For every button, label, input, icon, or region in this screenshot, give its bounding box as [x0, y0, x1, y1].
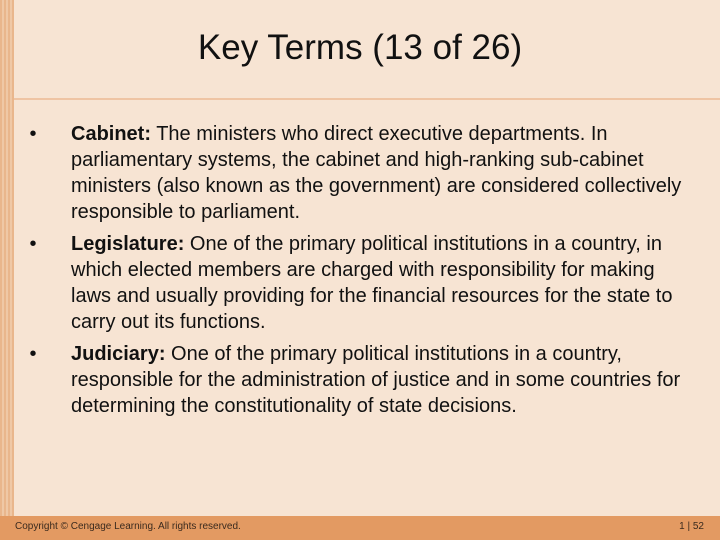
- page-number: 1 | 52: [679, 521, 704, 532]
- bullet-item-judiciary: [27, 341, 687, 419]
- footer-bar: [0, 516, 720, 540]
- slide-title: Key Terms (13 of 26): [197, 28, 523, 67]
- bullet-item-cabinet: [27, 121, 687, 225]
- bullet-icon: •: [29, 123, 37, 145]
- term-label: Cabinet:: [71, 123, 151, 145]
- copyright-notice: Copyright © Cengage Learning. All rights reserved.: [15, 521, 241, 532]
- term-definition: One of the primary political institutions in a country, in which elected members are charged with responsibility for making laws and usually providing for the financial resources for the state to carry out its functions.: [71, 233, 673, 333]
- bullet-list: [27, 121, 687, 425]
- term-definition: One of the primary political institutions in a country, responsible for the administration of justice and in some countries for determining the constitutionality of state decisions.: [71, 343, 681, 417]
- term-label: Legislature:: [71, 233, 185, 255]
- decorative-sidebar-stripe: [0, 0, 14, 516]
- title-divider: [14, 98, 720, 100]
- bullet-item-legislature: [27, 231, 687, 335]
- bullet-icon: •: [29, 233, 37, 255]
- term-definition: The ministers who direct executive departments. In parliamentary systems, the cabinet and high-ranking sub-cabinet ministers (also known as the government) are considered collectively responsible to parliament.: [71, 123, 682, 223]
- bullet-icon: •: [29, 343, 37, 365]
- term-label: Judiciary:: [71, 343, 166, 365]
